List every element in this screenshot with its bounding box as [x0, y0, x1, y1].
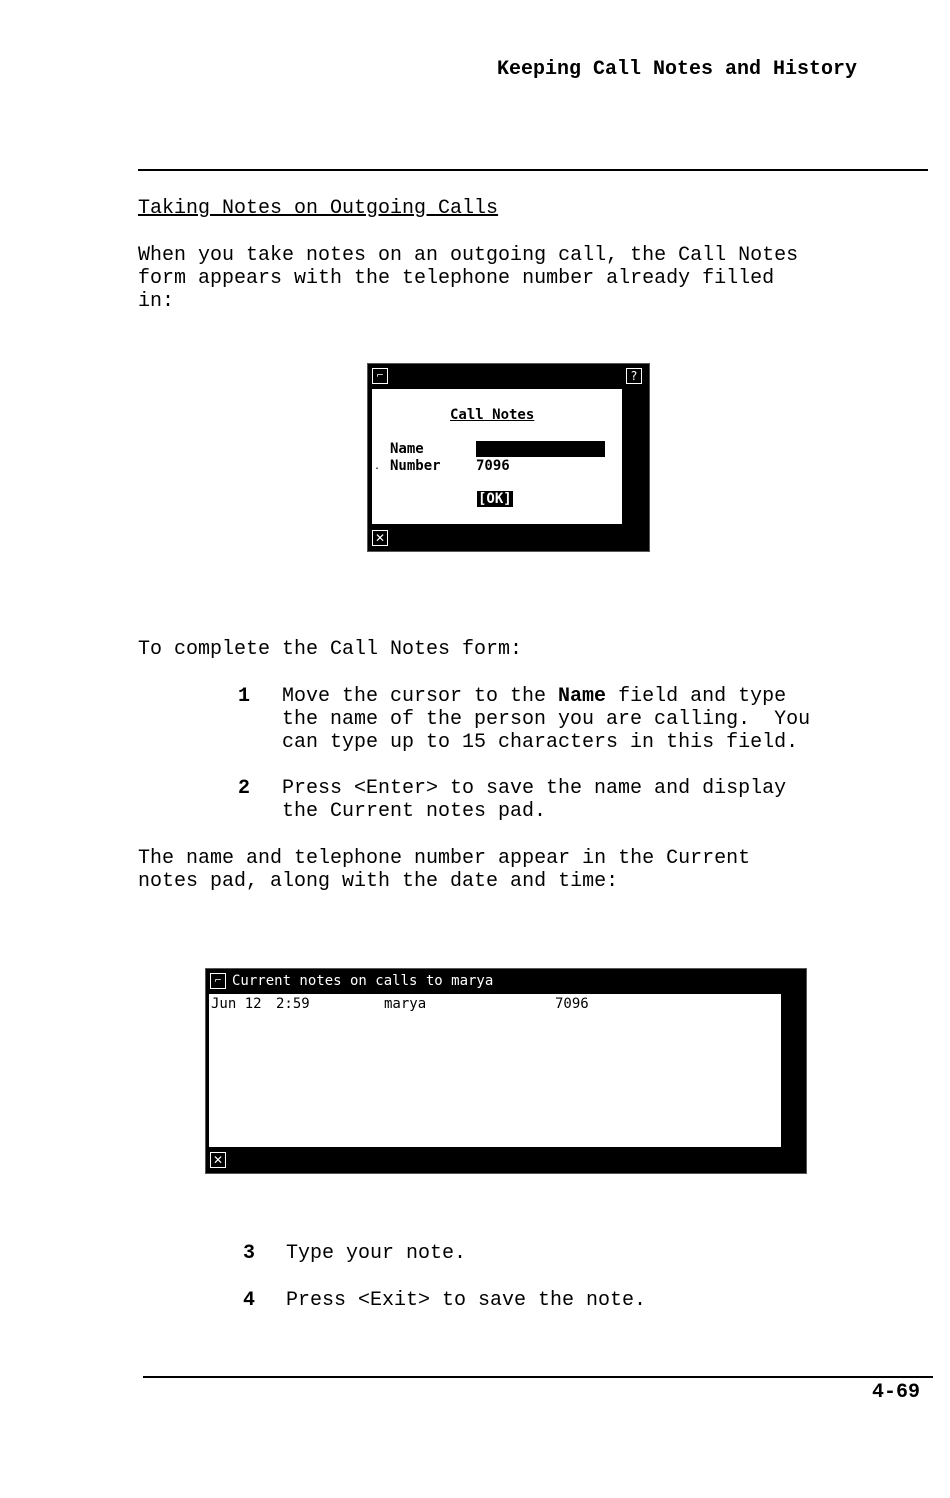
note-name: marya: [384, 996, 427, 1012]
help-icon[interactable]: ?: [626, 368, 642, 384]
window-menu-icon[interactable]: ⌐: [210, 973, 226, 989]
running-header: Keeping Call Notes and History: [497, 58, 858, 81]
close-icon[interactable]: ✕: [372, 530, 388, 546]
footer-rule: [143, 1376, 933, 1378]
intro-line-2: form appears with the telephone number already filled: [138, 267, 775, 290]
current-notes-window: [205, 968, 807, 1174]
step-text: Move the cursor to the: [282, 685, 559, 708]
name-field-term: Name: [558, 685, 607, 708]
number-value[interactable]: 7096: [476, 458, 510, 474]
field-marker: .: [374, 461, 381, 472]
complete-line: To complete the Call Notes form:: [138, 638, 523, 661]
page-number: 4-69: [872, 1381, 921, 1404]
step-1-line-2: the name of the person you are calling. You: [282, 708, 811, 731]
intro-line-1: When you take notes on an outgoing call, the Call Notes: [138, 244, 799, 267]
result-line-1: The name and telephone number appear in the Current: [138, 847, 751, 870]
notes-window-title: Current notes on calls to marya: [232, 973, 494, 989]
step-2-line-1: Press <Enter> to save the name and display: [282, 777, 787, 800]
section-heading: Taking Notes on Outgoing Calls: [138, 197, 499, 220]
step-4-line-1: Press <Exit> to save the note.: [286, 1289, 647, 1312]
step-number: 1: [238, 685, 251, 708]
number-label: Number: [390, 458, 441, 474]
call-notes-form: [372, 389, 622, 524]
name-input[interactable]: [476, 441, 605, 457]
close-icon[interactable]: ✕: [210, 1152, 226, 1168]
window-menu-icon[interactable]: ⌐: [372, 368, 388, 384]
note-date: Jun 12: [211, 996, 262, 1012]
step-1-line-1: [282, 685, 786, 708]
step-number: 2: [238, 777, 251, 800]
notes-pad[interactable]: [209, 994, 781, 1147]
result-line-2: notes pad, along with the date and time:: [138, 870, 619, 893]
step-1-line-3: can type up to 15 characters in this field.: [282, 731, 799, 754]
ok-button[interactable]: [OK]: [478, 491, 512, 507]
step-2-line-2: the Current notes pad.: [282, 800, 547, 823]
call-notes-window: [367, 363, 650, 552]
note-time: 2:59: [276, 996, 310, 1012]
note-number: 7096: [555, 996, 589, 1012]
step-number: 3: [243, 1242, 256, 1265]
step-number: 4: [243, 1289, 256, 1312]
step-3-line-1: Type your note.: [286, 1242, 467, 1265]
name-label: Name: [390, 441, 424, 457]
intro-line-3: in:: [138, 290, 175, 313]
step-text: field and type: [606, 685, 787, 708]
header-rule: [138, 169, 928, 171]
form-title: Call Notes: [450, 407, 535, 423]
